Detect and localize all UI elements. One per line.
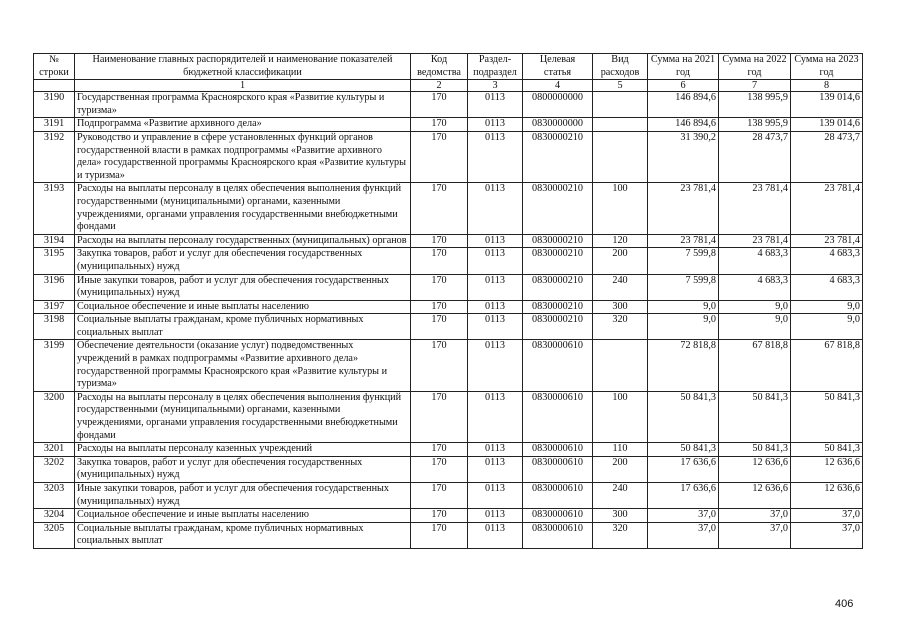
- row-sum-2023: 50 841,3: [791, 443, 863, 457]
- row-sum-2021: 9,0: [648, 314, 719, 340]
- row-type: 200: [593, 456, 648, 482]
- page-number: 406: [835, 598, 854, 610]
- table-row: [34, 183, 863, 234]
- row-sum-2022: 12 636,6: [719, 456, 791, 482]
- row-sum-2021: 37,0: [648, 509, 719, 523]
- row-sum-2023: 4 683,3: [791, 274, 863, 300]
- row-sum-2021: 50 841,3: [648, 391, 719, 442]
- row-num: 3191: [34, 118, 75, 132]
- row-sum-2023: 12 636,6: [791, 483, 863, 509]
- row-name: Обеспечение деятельности (оказание услуг) подведомственных учреждений в рамках подпрограммы «Развитие архивного дела» государственной программы Красноярского края «Развитие культуры и туризма»: [75, 340, 411, 391]
- row-code: 170: [411, 522, 468, 548]
- row-name: Расходы на выплаты персоналу в целях обеспечения выполнения функций государственными (муниципальными) органами, казенными учреждениями, органами управления государственными внебюджетными фондами: [75, 183, 411, 234]
- row-sum-2022: 23 781,4: [719, 234, 791, 248]
- header-type: Вид расходов: [593, 54, 648, 80]
- row-sum-2021: 17 636,6: [648, 456, 719, 482]
- table-row: [34, 234, 863, 248]
- row-sum-2022: 50 841,3: [719, 443, 791, 457]
- row-sum-2021: 9,0: [648, 300, 719, 314]
- row-code: 170: [411, 483, 468, 509]
- row-num: 3193: [34, 183, 75, 234]
- header-code: Код ведомства: [411, 54, 468, 80]
- row-target: 0830000610: [523, 456, 593, 482]
- row-type: [593, 118, 648, 132]
- row-section: 0113: [468, 274, 523, 300]
- row-name: Закупка товаров, работ и услуг для обеспечения государственных (муниципальных) нужд: [75, 248, 411, 274]
- row-target: 0830000210: [523, 274, 593, 300]
- row-name: Социальное обеспечение и иные выплаты населению: [75, 300, 411, 314]
- row-section: 0113: [468, 391, 523, 442]
- row-num: 3203: [34, 483, 75, 509]
- row-section: 0113: [468, 131, 523, 182]
- index-cell: 7: [719, 80, 791, 92]
- row-type: 320: [593, 522, 648, 548]
- table-row: [34, 340, 863, 391]
- table-row: [34, 92, 863, 118]
- row-code: 170: [411, 509, 468, 523]
- row-type: 100: [593, 391, 648, 442]
- row-sum-2022: 12 636,6: [719, 483, 791, 509]
- header-name: Наименование главных распорядителей и наименование показателей бюджетной классификации: [75, 54, 411, 80]
- row-sum-2021: 23 781,4: [648, 234, 719, 248]
- row-num: 3201: [34, 443, 75, 457]
- row-name: Социальное обеспечение и иные выплаты населению: [75, 509, 411, 523]
- row-num: 3195: [34, 248, 75, 274]
- row-name: Подпрограмма «Развитие архивного дела»: [75, 118, 411, 132]
- row-sum-2021: 146 894,6: [648, 118, 719, 132]
- row-sum-2022: 37,0: [719, 509, 791, 523]
- row-name: Иные закупки товаров, работ и услуг для обеспечения государственных (муниципальных) нужд: [75, 274, 411, 300]
- row-sum-2021: 146 894,6: [648, 92, 719, 118]
- row-sum-2023: 23 781,4: [791, 234, 863, 248]
- row-target: 0830000610: [523, 509, 593, 523]
- index-cell: [34, 80, 75, 92]
- row-num: 3200: [34, 391, 75, 442]
- row-target: 0830000610: [523, 443, 593, 457]
- header-2021: Сумма на 2021 год: [648, 54, 719, 80]
- row-target: 0830000610: [523, 391, 593, 442]
- row-type: [593, 131, 648, 182]
- row-section: 0113: [468, 92, 523, 118]
- row-name: Государственная программа Красноярского края «Развитие культуры и туризма»: [75, 92, 411, 118]
- row-sum-2022: 67 818,8: [719, 340, 791, 391]
- row-sum-2022: 50 841,3: [719, 391, 791, 442]
- index-cell: 4: [523, 80, 593, 92]
- row-sum-2022: 9,0: [719, 314, 791, 340]
- row-section: 0113: [468, 340, 523, 391]
- row-sum-2023: 139 014,6: [791, 118, 863, 132]
- row-sum-2021: 17 636,6: [648, 483, 719, 509]
- row-name: Иные закупки товаров, работ и услуг для обеспечения государственных (муниципальных) нужд: [75, 483, 411, 509]
- row-type: 200: [593, 248, 648, 274]
- header-target: Целевая статья: [523, 54, 593, 80]
- row-num: 3194: [34, 234, 75, 248]
- row-num: 3196: [34, 274, 75, 300]
- row-sum-2022: 28 473,7: [719, 131, 791, 182]
- row-section: 0113: [468, 456, 523, 482]
- row-type: 300: [593, 300, 648, 314]
- row-sum-2021: 37,0: [648, 522, 719, 548]
- row-target: 0830000210: [523, 234, 593, 248]
- row-section: 0113: [468, 234, 523, 248]
- row-sum-2023: 139 014,6: [791, 92, 863, 118]
- row-code: 170: [411, 274, 468, 300]
- table-row: [34, 248, 863, 274]
- row-section: 0113: [468, 183, 523, 234]
- table-row: [34, 274, 863, 300]
- table-row: [34, 391, 863, 442]
- row-target: 0830000210: [523, 314, 593, 340]
- row-sum-2022: 23 781,4: [719, 183, 791, 234]
- row-section: 0113: [468, 248, 523, 274]
- row-section: 0113: [468, 483, 523, 509]
- row-sum-2021: 50 841,3: [648, 443, 719, 457]
- index-cell: 6: [648, 80, 719, 92]
- index-cell: 3: [468, 80, 523, 92]
- row-num: 3190: [34, 92, 75, 118]
- row-section: 0113: [468, 118, 523, 132]
- row-type: 320: [593, 314, 648, 340]
- row-sum-2023: 28 473,7: [791, 131, 863, 182]
- row-target: 0830000210: [523, 183, 593, 234]
- row-sum-2023: 37,0: [791, 509, 863, 523]
- row-num: 3198: [34, 314, 75, 340]
- index-cell: 8: [791, 80, 863, 92]
- row-sum-2023: 12 636,6: [791, 456, 863, 482]
- header-2022: Сумма на 2022 год: [719, 54, 791, 80]
- row-sum-2023: 4 683,3: [791, 248, 863, 274]
- row-name: Расходы на выплаты персоналу казенных учреждений: [75, 443, 411, 457]
- row-section: 0113: [468, 314, 523, 340]
- row-section: 0113: [468, 443, 523, 457]
- row-name: Социальные выплаты гражданам, кроме публичных нормативных социальных выплат: [75, 314, 411, 340]
- row-target: 0830000000: [523, 118, 593, 132]
- table-row: [34, 314, 863, 340]
- row-code: 170: [411, 456, 468, 482]
- row-code: 170: [411, 391, 468, 442]
- row-name: Закупка товаров, работ и услуг для обеспечения государственных (муниципальных) нужд: [75, 456, 411, 482]
- row-sum-2023: 50 841,3: [791, 391, 863, 442]
- row-target: 0830000210: [523, 131, 593, 182]
- row-target: 0800000000: [523, 92, 593, 118]
- row-num: 3199: [34, 340, 75, 391]
- row-code: 170: [411, 92, 468, 118]
- header-section: Раздел-подраздел: [468, 54, 523, 80]
- row-code: 170: [411, 183, 468, 234]
- table-body: [34, 92, 863, 549]
- row-type: 300: [593, 509, 648, 523]
- table-row: [34, 443, 863, 457]
- row-name: Расходы на выплаты персоналу в целях обеспечения выполнения функций государственными (муниципальными) органами, казенными учреждениями, органами управления государственными внебюджетными фондами: [75, 391, 411, 442]
- row-sum-2022: 4 683,3: [719, 274, 791, 300]
- row-sum-2022: 37,0: [719, 522, 791, 548]
- header-row: [34, 54, 863, 80]
- header-2023: Сумма на 2023 год: [791, 54, 863, 80]
- row-code: 170: [411, 118, 468, 132]
- row-target: 0830000610: [523, 483, 593, 509]
- index-cell: 1: [75, 80, 411, 92]
- index-cell: 2: [411, 80, 468, 92]
- row-sum-2021: 72 818,8: [648, 340, 719, 391]
- row-target: 0830000610: [523, 522, 593, 548]
- table-row: [34, 300, 863, 314]
- row-code: 170: [411, 314, 468, 340]
- row-code: 170: [411, 234, 468, 248]
- row-sum-2021: 7 599,8: [648, 274, 719, 300]
- row-num: 3202: [34, 456, 75, 482]
- row-sum-2023: 9,0: [791, 314, 863, 340]
- row-code: 170: [411, 443, 468, 457]
- index-cell: 5: [593, 80, 648, 92]
- row-type: 120: [593, 234, 648, 248]
- row-sum-2023: 67 818,8: [791, 340, 863, 391]
- row-num: 3204: [34, 509, 75, 523]
- row-code: 170: [411, 248, 468, 274]
- row-num: 3197: [34, 300, 75, 314]
- budget-table: [33, 53, 863, 549]
- row-sum-2022: 138 995,9: [719, 118, 791, 132]
- row-type: 240: [593, 274, 648, 300]
- row-sum-2021: 31 390,2: [648, 131, 719, 182]
- row-sum-2022: 138 995,9: [719, 92, 791, 118]
- row-num: 3205: [34, 522, 75, 548]
- table-row: [34, 456, 863, 482]
- row-section: 0113: [468, 300, 523, 314]
- row-type: 110: [593, 443, 648, 457]
- row-code: 170: [411, 340, 468, 391]
- row-sum-2023: 37,0: [791, 522, 863, 548]
- row-sum-2021: 23 781,4: [648, 183, 719, 234]
- table-row: [34, 509, 863, 523]
- row-type: [593, 340, 648, 391]
- row-section: 0113: [468, 522, 523, 548]
- row-name: Социальные выплаты гражданам, кроме публичных нормативных социальных выплат: [75, 522, 411, 548]
- row-target: 0830000610: [523, 340, 593, 391]
- table-row: [34, 483, 863, 509]
- row-target: 0830000210: [523, 248, 593, 274]
- row-sum-2023: 9,0: [791, 300, 863, 314]
- row-type: 100: [593, 183, 648, 234]
- table-row: [34, 118, 863, 132]
- row-num: 3192: [34, 131, 75, 182]
- row-sum-2022: 9,0: [719, 300, 791, 314]
- row-sum-2021: 7 599,8: [648, 248, 719, 274]
- row-sum-2022: 4 683,3: [719, 248, 791, 274]
- row-type: [593, 92, 648, 118]
- row-sum-2023: 23 781,4: [791, 183, 863, 234]
- row-name: Расходы на выплаты персоналу государственных (муниципальных) органов: [75, 234, 411, 248]
- table-row: [34, 522, 863, 548]
- row-name: Руководство и управление в сфере установленных функций органов государственной власти в рамках подпрограммы «Развитие архивного дела» государственной программы Красноярского края «Развитие культуры и туризма»: [75, 131, 411, 182]
- row-code: 170: [411, 131, 468, 182]
- column-index-row: [34, 80, 863, 92]
- row-code: 170: [411, 300, 468, 314]
- header-num: № строки: [34, 54, 75, 80]
- row-section: 0113: [468, 509, 523, 523]
- row-target: 0830000210: [523, 300, 593, 314]
- table-row: [34, 131, 863, 182]
- row-type: 240: [593, 483, 648, 509]
